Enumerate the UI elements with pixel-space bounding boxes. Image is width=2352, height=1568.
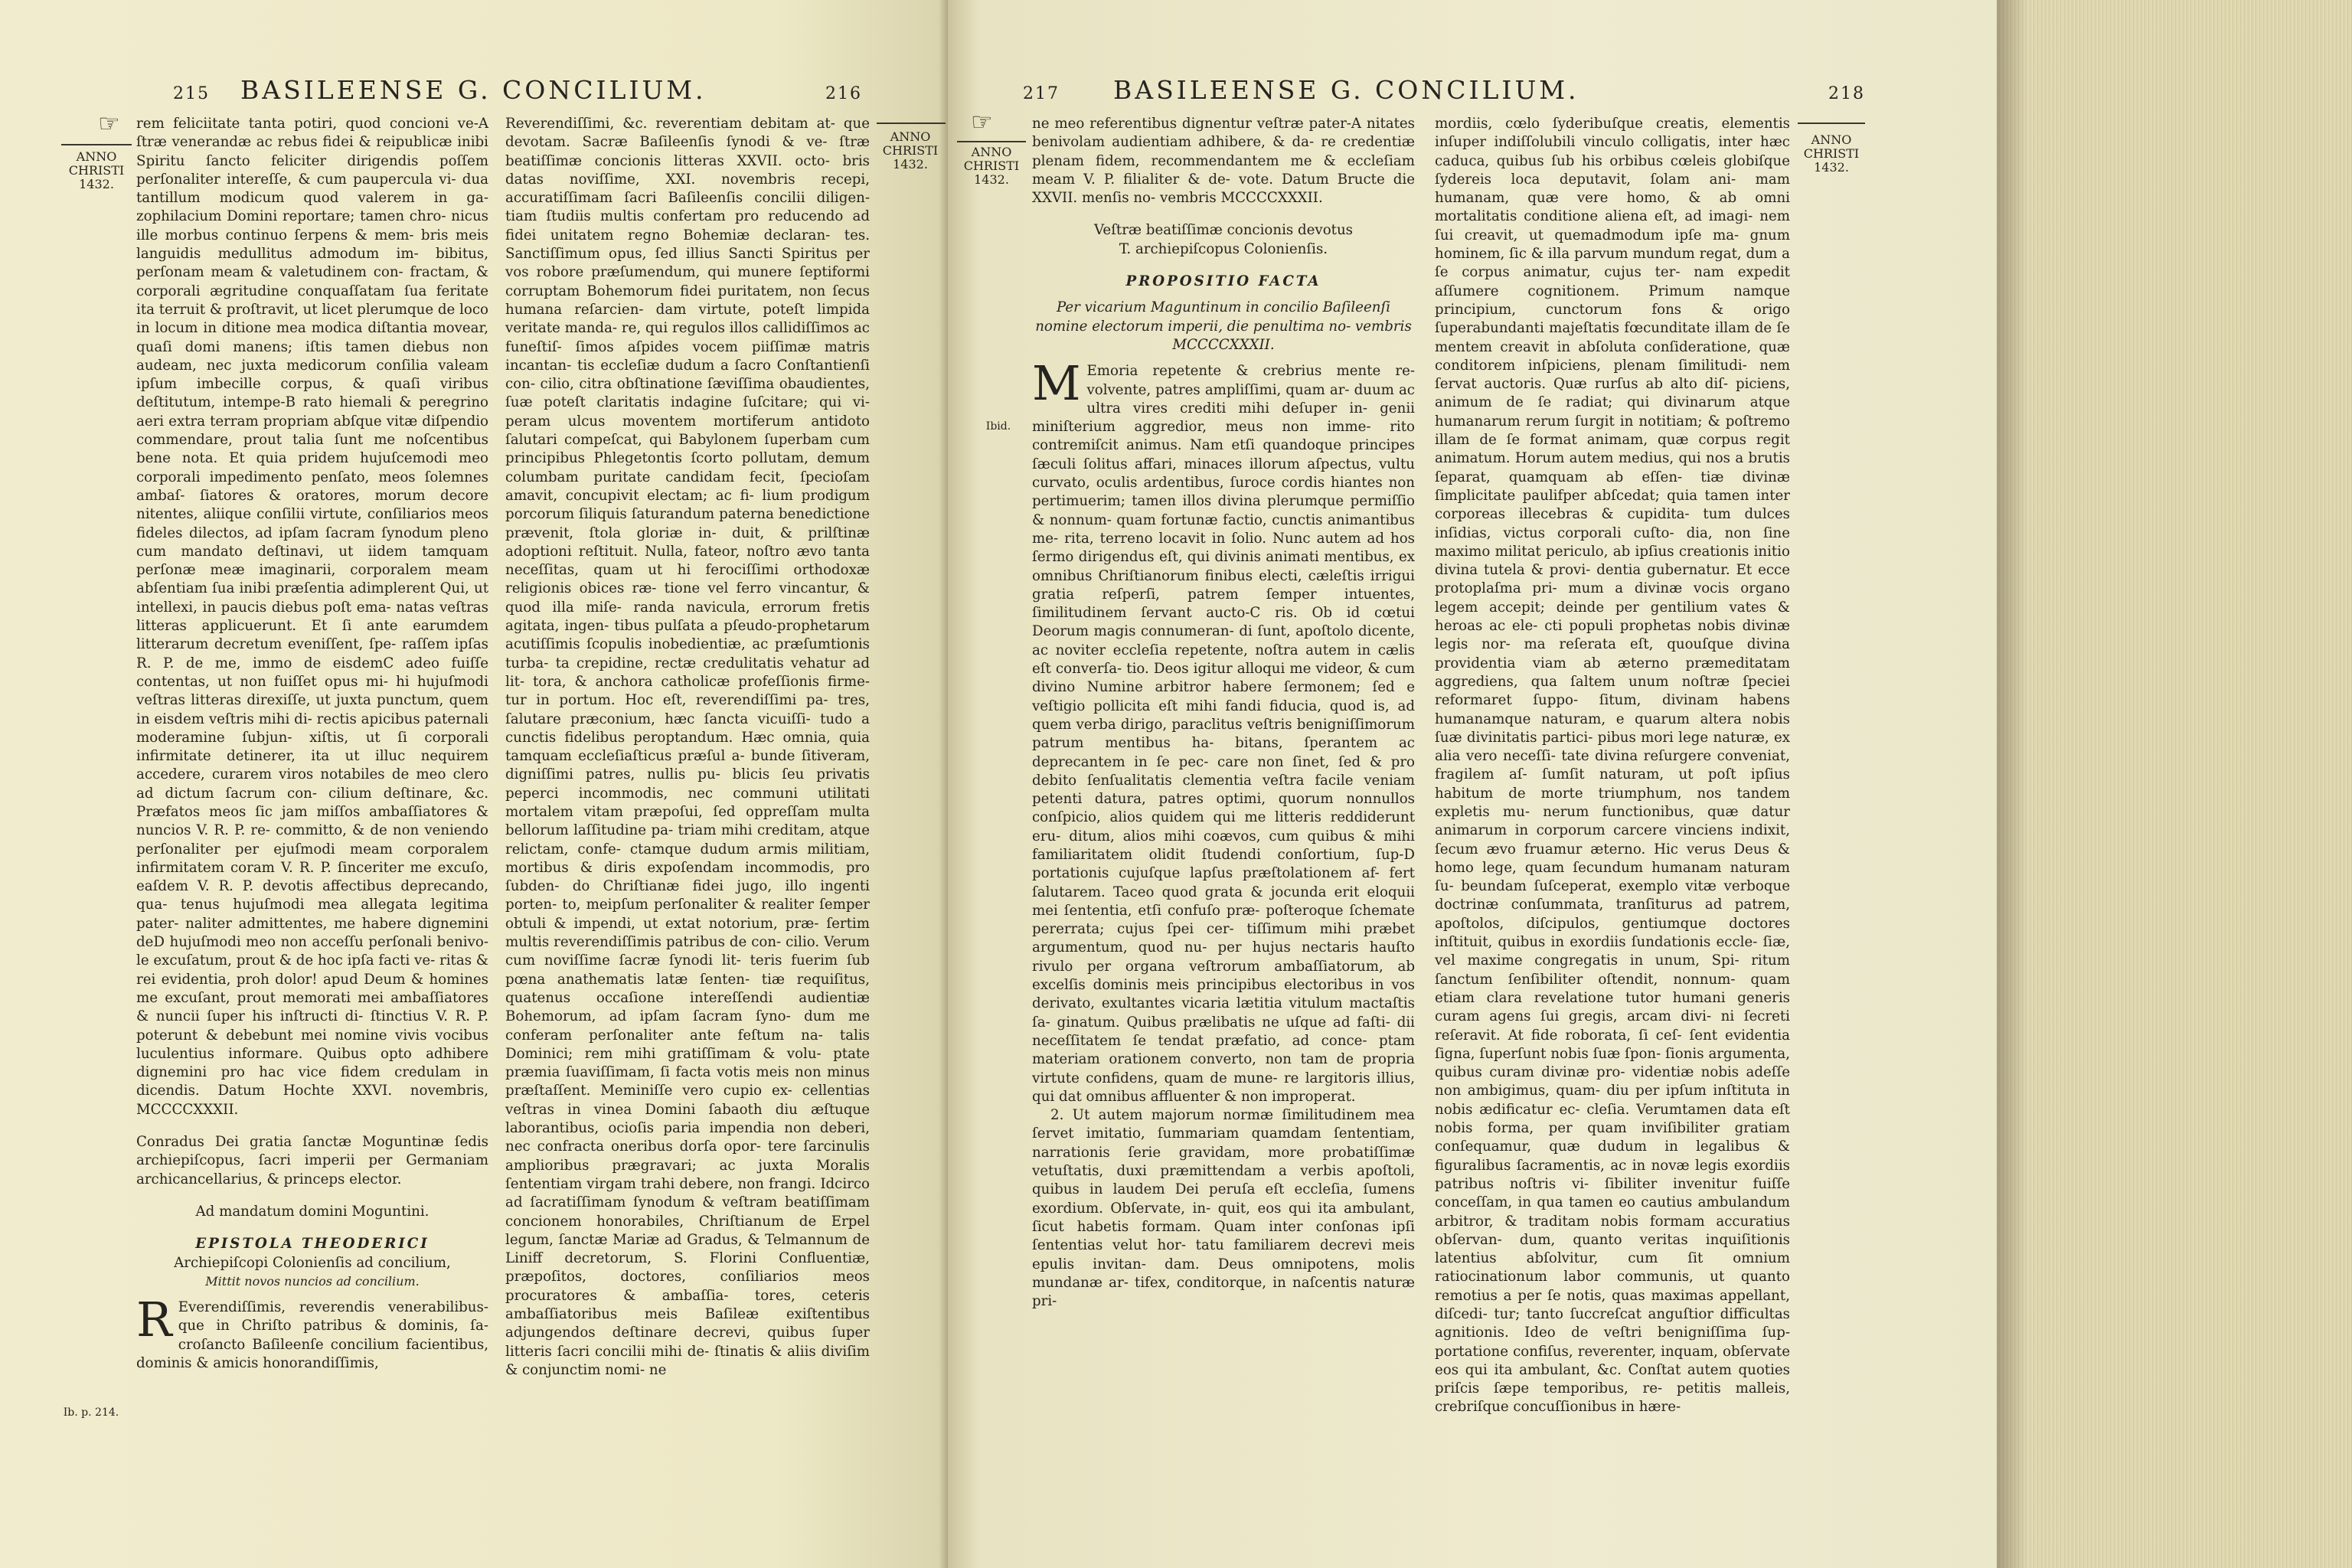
section-heading: PROPOSITIO FACTA <box>1125 273 1321 290</box>
drop-capital: R <box>136 1292 172 1348</box>
section-summary: Mittit novos nuncios ad concilium. <box>205 1273 420 1289</box>
page-edge-shadow <box>1997 0 2027 1568</box>
margin-anno: ANNO CHRISTI 1432. <box>1803 132 1860 175</box>
section-heading: EPISTOLA THEODERICI <box>195 1236 430 1253</box>
running-title: BASILEENSE G. CONCILIUM. <box>240 75 707 105</box>
margin-rule <box>1798 122 1865 124</box>
letter-address: R Everendiſſimis, reverendis venerabilibus- que in Chriſto patribus & dominis, ſa- croſancto Baſileenſe concilium facientibus, dominis & amicis honorandiſſimis, <box>136 1292 488 1371</box>
page-edges <box>1997 0 2352 1568</box>
right-column-2 <box>1435 115 1790 1417</box>
margin-anno: ANNO CHRISTI 1432. <box>882 129 939 172</box>
signature-line: Veſtræ beatiſſimæ concionis devotus <box>1093 222 1354 239</box>
proposition-paragraph: 2. Ut autem majorum normæ ſimilitudinem mea ſervet imitatio, ſummariam quamdam ſententiam, narrationis ſerie gravidam, more probatiſſimæ vetuſtatis, duxi præmittendam a verbis apoſtoli, quibus in laudem Dei peruſa eſt eccleſia, ſumens exordium. Obſervate, in- quit, eos qui ita ambulant, ſicut habetis formam. Quam inter conſonas ipſi ſententias velut hor- tatu familiarem decrevi meis epulis invitan- dam. Deus omnipotens, molis mundanæ ar- tifex, conditorque, in naſcentis naturæ pri- <box>1032 1107 1415 1310</box>
section-subheading: Archiepiſcopi Colonienſis ad concilium, <box>174 1254 451 1271</box>
running-title: BASILEENSE G. CONCILIUM. <box>1113 75 1579 105</box>
margin-rule <box>61 144 132 145</box>
mandate-line: Ad mandatum domini Moguntini. <box>195 1203 430 1220</box>
section-subheading: Per vicarium Maguntinum in concilio Baſileenſi nomine electorum imperii, die penultima no- vembris MCCCCXXXII. <box>1035 299 1412 353</box>
margin-anno: ANNO CHRISTI 1432. <box>963 145 1020 187</box>
proposition-text: mordiis, cœlo ſyderibuſque creatis, elementis inſuper indiſſolubili vinculo colligatis, inter hæc caduca, quibus ſub his orbibus cœleis globiſque ſydereis loca deputavit, ſolam ani- mam humanam, quæ vere homo, & ab omni mortalitatis conditione aliena eſt, ad imagi- nem ſui creavit, ut quemadmodum ipſe ma- gnum hominem, ſic & illa parvum mundum regat, dum a ſe corpus animatur, cujus ter- nam expedit aſſumere cognitionem. Primum namque principium, cunctorum fons & origo ſuperabundanti majeſtatis fœcunditate illam de ſe mentem creavit in abſoluta conſideratione, quæ conditorem inſpiciens, plenam ſimilitudi- nem ſervat auctoris. Quæ rurſus ab alto diſ- piciens, animum de ſe radiat; qui divinarum atque humanarum rerum ſurgit in notitiam; & poſtremo illam de ſe format animam, quæ corpus regit animatum. Horum autem medius, qui nos a brutis ſeparat, quamquam ab eſſen- tiæ divinæ ſimplicitate paulifper abſcedat; quia tamen inter corporeas illecebras & cupidita- tum dulces inſidias, victus corporali cuſto- dia, non ſine maximo militat periculo, ab ipſius creationis initio divina tutela & provi- dentia gubernatur. Et ecce protoplaſma pri- mum a divinæ vocis organo legem accepit; deinde per gentilium vates & heroas ac ele- cti populi prophetas nobis divinæ legis nor- ma reſerata eſt, quouſque divina providentia viam ab æterno præmeditatam aggrediens, qua ſaltem unum noſtræ ſpeciei reformaret ſuppo- ſitum, divinam habens humanamque naturam, e quarum altera nobis ſuæ divinitatis partici- pibus mori lege naturæ, ex alia vero neceſſi- tate divina reſurgere conveniat, fragilem aſ- ſumſit naturam, ut poſt ipſius habitum de morte triumphum, nos tandem expletis mu- nerum functionibus, quæ datur animarum in corporum carcere vinciens indixit, ſecum ævo fruamur æterno. Hic verus Deus & homo lege, quam ſecundum humanam naturam ſu- beundam ſuſceperat, exemplo vitæ verboque doctrinæ conſummata, tranſiturus ad patrem, apoſtolos, diſcipulos, gentiumque doctores inſtituit, quibus in exordiis ſundationis eccle- ſiæ, vel maxime congregatis in unum, Spi- ritum ſanctum ſenſibiliter oſtendit, nonnum- quam etiam clara revelatione tutor humani generis curam agens ſui gregis, arcam divi- ni ſecreti reſeravit. At fide roborata, ſi ceſ- ſent evidentia ſigna, ſuperſunt nobis ſuæ ſpon- ſionis argumenta, quibus curam divinæ pro- videntiæ nobis adeſſe non ambigimus, quam- diu per ipſum inſtituta in nobis ædificatur ec- cleſia. Verumtamen data eſt nobis forma, per quam inviſibiliter gratiam conſequamur, quæ dudum in legalibus & figuralibus ſacramentis, ac in novæ legis exordiis patribus noſtris vi- ſibiliter invenitur fuiſſe conceſſam, in qua tamen eo cautius ambulandum arbitror, & traditam nobis formam accuratius obſervan- dum, quanto veritas inquiſitionis latentius abſolvitur, cum ſit omnium ratiocinationum labor communis, ut quanto remotius a per ſe notis, quas maximas appellant, diſcedi- tur; tanto ſuccreſcat anguſtior difficultas agnitionis. Ideo de veſtri benigniſſima ſup- portatione confiſus, reverenter, inquam, obſervate eos qui ita ambulant, &c. Conſtat autem quoties priſcis ſæpe temporibus, re- petitis malleis, crebriſque concuſſionibus in hære- <box>1435 116 1790 1416</box>
margin-reference: Ibid. <box>985 420 1011 433</box>
left-column-1 <box>136 115 488 1373</box>
proposition-text: M Emoria repetente & crebrius mente re- volvente, patres ampliſſimi, quam ar- duum ac ultra vires crediti mihi deſuper in- genii miniſterium aggredior, meus non imme- rito contremiſcit animus. Nam etſi quandoque principes ſæculi ſolitus affari, minaces illorum aſpectus, vultu curvato, oculis ardentibus, ſuroce cordis hiantes non pertimuerim; tamen illos divina plerumque permiſſio & nonnum- quam fortunæ factio, cunctis animantibus me- rita, terreno locavit in ſolio. Nunc autem ad hos ſermo dirigendus eſt, qui divinis animati mentibus, ex omnibus Chriſtianorum finibus electi, cæleſtis irrigui gratia reſperſi, patrem ſemper intuentes, ſimilitudinem ſervant aucto-C ris. Ob id cœtui Deorum magis connumeran- di ſunt, apoſtolo dicente, ac noviter eccleſia repetente, noſtra autem in cælis eſt converſa- tio. Deos igitur alloqui me videor, & cum divino Numine arbitror habere ſermonem; ſed e veſtigio pollicita eſt mihi fandi fiducia, quod is, ad quem verba dirigo, paraclitus veſtris benigniſſimorum patrum mentibus ha- bitans, ſperantem ac deprecantem in ſe pec- care non ſinet, ſed & pro debito ſenſualitatis clementia veſtra facile veniam petenti datura, patres optimi, quorum nonnullos conſpicio, alios quidem qui me litteris reddiderunt eru- ditum, alios mihi coævos, cum quibus & mihi familiaritatem olidit ſtudendi conſortium, ſup-D portationis cujuſque lapſus præſtolationem af- fert ſalutarem. Taceo quod grata & jocunda erit eloquii mei ſententia, etſi confuſo præ- poſteroque ſchemate pererrata; cujus ſpei cer- tiſſimum mihi præbet argumentum, quod nu- per hujus nectaris hauſto rivulo per organa veſtrorum ambaſſiatorum, ab excelſis dominis meis principibus electoribus in vos derivato, exultantes vicaria lætitia vitulum mactaſtis ſa- ginatum. Quibus prælibatis ne uſque ad faſti- dii neceſſitatem ſe tendat præfatio, ad conce- ptam materiam orationem converto, non tam de propria virtute confidens, quam de mune- re largitoris illius, qui dat omnibus affluenter & non improperat. <box>1032 355 1415 1105</box>
signature-block: Conradus Dei gratia ſanctæ Moguntinæ ſedis archiepiſcopus, ſacri imperii per Germaniam archicancellarius, & princeps elector. <box>136 1134 488 1187</box>
left-running-header <box>173 75 862 113</box>
left-column-2 <box>505 115 870 1380</box>
right-running-header <box>1023 75 1865 113</box>
pointing-hand-icon: ☞ <box>971 107 993 136</box>
letter-text: Reverendiſſimi, &c. reverentiam debitam at- que devotam. Sacræ Baſileenſis ſynodi & ve- ſtræ beatiſſimæ concionis litteras XXVII. octo- bris datas noviſſime, XXI. novembris recepi, accuratiſſimam ſacri Baſileenſis concilii diligen- tiam ſtudiis multis confertam pro reducendo ad fidei unitatem regno Bohemiæ declaran- tes. Sanctiſſimum opus, ſed illius Sancti Spiritus per vos robore præſumendum, qui munere ſeptiformi corruptam Bohemorum fidei puritatem, non ſecus humana reſarcien- dam virtute, poteſt limpida veritate manda- re, qui regulos illos callidiſſimos ac funeſtiſ- ſimos aſpides vocem piiſſimæ matris incantan- tis eccleſiæ dudum a ſacro Conſtantienſi con- cilio, citra obſtinatione ſæviſſima obaudientes, ſuæ poteſt claritatis indagine ſuſcitare; qui vi- peram ulcus moventem mortiferum antidoto ſalutari compeſcat, qui Babylonem ſuperbam cum principibus Phlegetontis ſcorto pollutam, demum columbam puritate candidam fecit, ſpecioſam amavit, concupivit electam; ac fi- lium prodigum porcorum ſiliquis ſaturandum paterna benedictione prævenit, ſtola gloriæ in- duit, & prilſtinæ adoptioni reſtituit. Nulla, fateor, noſtro ævo tanta neceſſitas, quam ut hi ferociſſimi orthodoxæ religionis obices ræ- tione vel ferro vincantur, & quod illa miſe- randa navicula, errorum fretis agitata, ingen- tibus pulſata a pſeudo-prophetarum acutiſſimis ſcopulis inobedientiæ, ac præſumtionis turba- ta crepidine, rectæ credulitatis vehatur ad lit- tora, & anchora catholicæ profeſſionis firme- tur in portum. Hoc eſt, reverendiſſimi pa- tres, ſalutare præconium, hæc ſancta vicuiſſi- tudo a cunctis fidelibus peroptandum. Hæc omnia, quia tamquam eccleſiaſticus præſul a- bunde ſitiveram, digniſſimi patres, nullis pu- blicis ſeu privatis peperci incommodis, nec communi utilitati mortalem vitam præpoſui, ſed oppreſſam multa bellorum laſſitudine pa- triam mihi creditam, atque relictam, confe- ctamque dudum armis militiam, mortibus & diris expoſendam incommodis, pro ſubden- do Chriſtianæ fidei jugo, illo ingenti porten- to, meipſum perſonaliter & realiter ſemper obtuli & impendi, ut extat notorium, præ- ſertim multis reverendiſſimis patribus de con- cilio. Verum cum noviſſime ſacræ ſynodi lit- teris fuerim ſub pœna anathematis latæ ſenten- tiæ requiſitus, quatenus occaſione intereſſendi audientiæ Bohemorum, ad ipſam ſacram ſyno- dum me conferam perſonaliter ante feſtum na- talis Dominici; rem mihi gratiſſimam & volu- ptate præmia ſuaviſſimam, ſi facta votis meis non minus præſtaſſent. Meminiſſe vero cupio ex- cellentias veſtras in vinea Domini ſabaoth diu æſtuque laborantibus, ocioſis paria impendia non deberi, nec confracta oneribus dorſa opor- tere ſarcinulis amplioribus prægravari; ac juxta Moralis ſententiam virgam trahi debere, non frangi. Idcirco ad ſacratiſſimam ſynodum & veſtram beatiſſimam concionem honorabiles, Chriſtianum de Erpel legum, ſanctæ Mariæ ad Gradus, & Telmannum de Liniff decretorum, S. Florini Confluentiæ, præpoſitos, doctores, conſiliarios meos procuratores & ambaſſia- tores, ceteris ambaſſiatoribus meis Baſileæ exiſtentibus adjungendos deſtinare decrevi, quibus ſuper litteris ſacri concilii mihi de- ſtinatis & aliis diviſim & conjunctim nomi- ne <box>505 116 870 1378</box>
page-number: 215 <box>173 84 210 103</box>
right-column-1 <box>1032 115 1415 1311</box>
letter-text: rem feliciitate tanta potiri, quod concioni ve-A ſtræ venerandæ ac rebus fidei & reipublicæ inibi Spiritu ſancto feliciter dirigendis poſſem perſonaliter intereſſe, & cum paupercula vi- dua tantillum modicum quod valerem in ga- zophilacium Domini reportare; tamen chro- nicus ille morbus continuo ſerpens & mem- bris meis languidis medullitus admodum im- bibitus, perſonam meam & valetudinem con- fractam, & corporali ægritudine conquaſſatam ſua feritate ita terruit & proſtravit, ut licet plerumque de loco in locum in ditione mea modica diſtantia movear, quaſi domi manens; iſtis tamen diebus non audeam, nec juxta medicorum conſilia valeam ipſum imbecille corpus, & quaſi viribus deſtitutum, intempe-B rato hiemali & peregrino aeri extra terram propriam abſque vitæ diſpendio commendare, prout talia ſunt me noſcentibus bene nota. Et quia pridem hujuſcemodi meo corporali impedimento penſato, meos ſolemnes ambaſ- ſiatores & oratores, morum decore nitentes, aliique conſilii virtute, conſiliarios meos fideles dilectos, ad ipſam ſacram ſynodum pleno cum mandato deſtinavi, ut iidem tamquam perſonæ meæ imaginarii, corporalem meam abſentiam ſua inibi præſentia adimplerent Qui, ut intellexi, in paucis diebus poſt ema- natas veſtras litteras applicuerunt. Et ſi ante earumdem litterarum decretum eveniſſent, ſpe- raſſem ipſas R. P. de me, immo de eisdemC adeo fuiſſe contentas, ut non fuiſſet opus mi- hi hujuſmodi veſtras litteras direxiſſe, ut juxta punctum, quem in eisdem veſtris mihi di- rectis apicibus paternali moderamine ſubjun- xiſtis, ut ſi corporali infirmitate detinerer, ita ut illuc nequirem accedere, curarem viros notabiles de meo clero ad dictum ſacrum con- cilium deſtinare, &c. Præfatos meos ſic jam miſſos ambaſſiatores & nuncios V. R. P. re- committo, & de non veniendo perſonaliter per ejuſmodi meam corporalem infirmitatem coram V. R. P. ſinceriter me excuſo, eaſdem V. R. P. devotis affectibus deprecando, qua- tenus hujuſmodi mea allegata legitima pater- naliter admittentes, me habere dignemini deD hujuſmodi meo non acceſſu perſonali benivo- le excuſatum, prout & de hoc ipſa facti ve- ritas & rei evidentia, proh dolor! apud Deum & homines me excuſant, prout memorati mei ambaſſiatores & nuncii ſuper his inſtructi di- ſtinctius V. R. P. poterunt & debebunt mei nomine vivis vocibus luculentius informare. Quibus opto adhibere dignemini pro hac vice fidem credulam in dicendis. Datum Hochte XXVI. novembris, MCCCCXXXII. <box>136 116 488 1118</box>
left-page <box>0 0 948 1568</box>
signature-line: T. archiepiſcopus Colonienſis. <box>1119 240 1328 257</box>
drop-capital: M <box>1032 355 1081 412</box>
right-page <box>948 0 1997 1568</box>
margin-anno: ANNO CHRISTI 1432. <box>68 149 125 191</box>
letter-text: ne meo referentibus dignentur veſtræ pater-A nitates benivolam audientiam adhibere, & da- re credentiæ plenam fidem, recommendantem me & eccleſiam meam V. P. filialiter & de- vote. Datum Bructe die XXVII. menſis no- vembris MCCCCXXXII. <box>1032 116 1415 207</box>
page-number: 217 <box>1023 84 1060 103</box>
margin-rule <box>957 141 1026 142</box>
margin-reference: Ib. p. 214. <box>63 1406 119 1419</box>
page-number: 216 <box>825 84 862 103</box>
page-number: 218 <box>1828 84 1865 103</box>
pointing-hand-icon: ☞ <box>98 109 120 138</box>
margin-rule <box>877 122 946 124</box>
